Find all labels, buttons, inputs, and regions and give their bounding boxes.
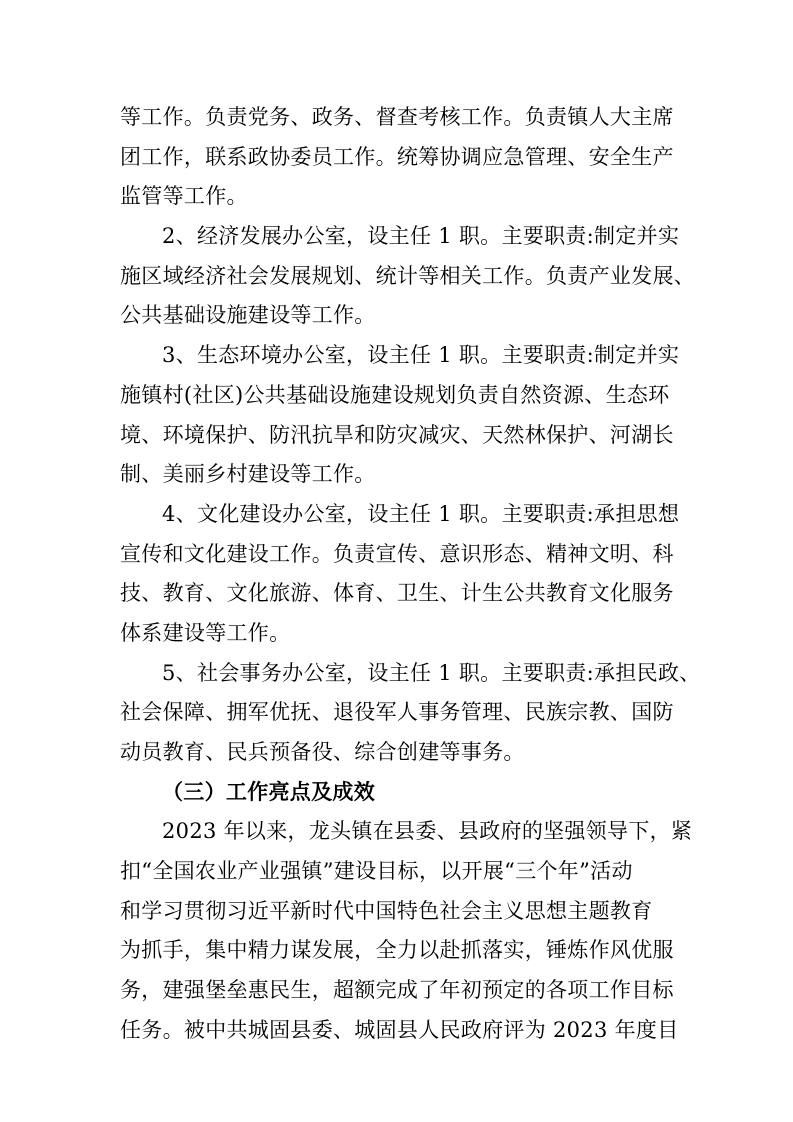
- text-line: 团工作，联系政协委员工作。统筹协调应急管理、安全生产: [120, 144, 674, 169]
- text-line: 任务。被中共城固县委、城固县人民政府评为 2023 年度目: [120, 1017, 679, 1042]
- text-line: 等工作。负责党务、政务、督查考核工作。负责镇人大主席: [120, 105, 674, 129]
- text-line: 社会保障、拥军优抚、退役军人事务管理、民族宗教、国防: [120, 700, 674, 725]
- paragraph-start-line: 3、生态环境办公室，设主任 1 职。主要职责:制定并实: [162, 343, 680, 368]
- paragraph-start-line: 5、社会事务办公室，设主任 1 职。主要职责:承担民政、: [162, 660, 701, 685]
- text-line: 公共基础设施建设等工作。: [120, 303, 376, 328]
- section-heading: （三）工作亮点及成效: [162, 779, 375, 804]
- text-line: 施镇村(社区)公共基础设施建设规划负责自然资源、生态环: [120, 382, 670, 407]
- text-line: 务，建强堡垒惠民生，超额完成了年初预定的各项工作目标: [120, 978, 674, 1003]
- text-line: 制、美丽乡村建设等工作。: [120, 462, 376, 487]
- text-line: 为抓手，集中精力谋发展，全力以赴抓落实，锤炼作风优服: [120, 938, 674, 963]
- text-line: 和学习贯彻习近平新时代中国特色社会主义思想主题教育: [120, 898, 653, 923]
- text-line: 扣“全国农业产业强镇”建设目标，以开展“三个年”活动: [120, 859, 633, 884]
- document-body: [120, 98, 701, 1051]
- paragraph-start-line: 2、经济发展办公室，设主任 1 职。主要职责:制定并实: [162, 224, 680, 249]
- text-line: 动员教育、民兵预备役、综合创建等事务。: [120, 740, 525, 764]
- text-line: 监管等工作。: [120, 184, 248, 209]
- text-line: 施区域经济社会发展规划、统计等相关工作。负责产业发展、: [120, 263, 696, 288]
- text-line: 境、环境保护、防汛抗旱和防灾减灾、天然林保护、河湖长: [120, 422, 674, 447]
- text-line: 宣传和文化建设工作。负责宣传、意识形态、精神文明、科: [120, 541, 674, 566]
- paragraph-start-line: 4、文化建设办公室，设主任 1 职。主要职责:承担思想: [162, 501, 680, 526]
- text-line: 体系建设等工作。: [120, 620, 291, 645]
- text-line: 技、教育、文化旅游、体育、卫生、计生公共教育文化服务: [120, 581, 674, 606]
- paragraph-start-line: 2023 年以来，龙头镇在县委、县政府的坚强领导下，紧: [162, 819, 693, 844]
